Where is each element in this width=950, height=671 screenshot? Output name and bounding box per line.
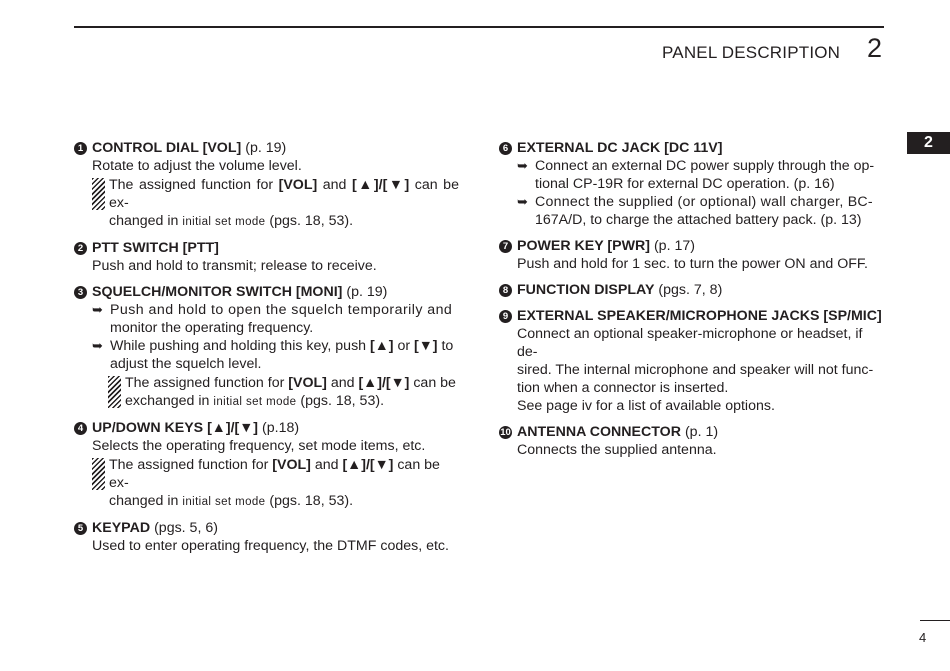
arrow-bullet-icon: ➥: [517, 158, 528, 173]
item-number-badge: 4: [74, 422, 87, 435]
section-title: PANEL DESCRIPTION: [662, 43, 841, 62]
arrow-bullet-icon: ➥: [517, 194, 528, 209]
item-description: Rotate to adjust the volume level.: [92, 158, 302, 174]
note-text: can be ex-: [109, 177, 459, 211]
key-label: [▲]: [370, 338, 394, 354]
item-description: Push and hold for 1 sec. to turn the power ON and OFF.: [517, 256, 868, 272]
bullet-text: Connect an external DC power supply through the op-: [535, 158, 875, 174]
note-text: can be: [409, 375, 456, 391]
item-number-badge: 7: [499, 240, 512, 253]
item-description: Selects the operating frequency, set mode items, etc.: [92, 438, 426, 454]
key-label: [VOL]: [288, 375, 327, 391]
item-description: See page iv for a list of available options.: [517, 398, 775, 414]
note-block: [74, 176, 459, 231]
page-reference: (p. 1): [684, 424, 719, 440]
bullet-text: tional CP-19R for external DC operation. (p. 16): [535, 176, 835, 192]
left-column: [74, 139, 459, 563]
page-reference: (p. 17): [653, 238, 695, 254]
item-ptt-switch: [74, 239, 459, 275]
key-label: [▲]/[▼]: [342, 457, 394, 473]
key-label: [▲]/[▼]: [351, 177, 410, 193]
bullet-text: to: [437, 338, 454, 354]
mode-name: initial set mode: [182, 496, 266, 508]
right-column: [499, 139, 884, 467]
item-title: ANTENNA CONNECTOR: [517, 424, 681, 440]
key-label: [▼]: [414, 338, 438, 354]
bullet-text: adjust the squelch level.: [110, 356, 262, 372]
page-reference: (p. 19): [245, 140, 287, 156]
item-title: KEYPAD: [92, 520, 151, 536]
item-number-badge: 3: [74, 286, 87, 299]
note-hatch-icon: [108, 376, 121, 408]
note-text: The assigned function for: [109, 457, 273, 473]
item-title: SQUELCH/MONITOR SWITCH [MONI]: [92, 284, 343, 300]
bullet-text: monitor the operating frequency.: [110, 320, 314, 336]
page-reference: (pgs. 5, 6): [154, 520, 218, 536]
bullet-item: [74, 337, 459, 373]
bullet-item: [499, 157, 884, 193]
item-external-speaker-mic: [499, 307, 884, 415]
note-text: can be ex-: [109, 457, 440, 491]
item-number-badge: 2: [74, 242, 87, 255]
note-text: (pgs. 18, 53).: [296, 393, 385, 409]
mode-name: initial set mode: [213, 396, 297, 408]
top-rule: [74, 26, 884, 28]
item-title: CONTROL DIAL [VOL]: [92, 140, 242, 156]
page-reference: (p.18): [262, 420, 300, 436]
bullet-item: [74, 301, 459, 337]
mode-name: initial set mode: [182, 216, 266, 228]
footer-rule: [920, 620, 950, 621]
item-function-display: [499, 281, 884, 299]
item-number-badge: 10: [500, 426, 511, 438]
item-description: Connects the supplied antenna.: [517, 442, 717, 458]
key-label: [VOL]: [272, 457, 311, 473]
item-number-badge: 1: [74, 142, 87, 155]
bullet-text: Push and hold to open the squelch temporarily and: [110, 302, 453, 318]
item-number-badge: 9: [499, 310, 512, 323]
item-description: sired. The internal microphone and speaker will not func-: [517, 362, 874, 378]
item-title: FUNCTION DISPLAY: [517, 282, 655, 298]
item-control-dial: [74, 139, 459, 231]
note-text: The assigned function for: [109, 177, 279, 193]
note-block: [74, 374, 459, 411]
item-description: Connect an optional speaker-microphone or headset, if de-: [517, 326, 863, 360]
item-title: PTT SWITCH [PTT]: [92, 240, 219, 256]
note-text: and: [310, 457, 343, 473]
item-description: Push and hold to transmit; release to receive.: [92, 258, 377, 274]
page-number: 4: [919, 630, 927, 645]
bullet-text: Connect the supplied (or optional) wall charger, BC-: [535, 194, 873, 210]
page-reference: (pgs. 7, 8): [658, 282, 723, 298]
item-description: Used to enter operating frequency, the DTMF codes, etc.: [92, 538, 449, 554]
item-external-dc-jack: [499, 139, 884, 229]
note-hatch-icon: [92, 178, 105, 210]
arrow-bullet-icon: ➥: [92, 302, 103, 317]
item-up-down-keys: [74, 419, 459, 511]
item-squelch-monitor: [74, 283, 459, 411]
note-text: changed in: [109, 493, 183, 509]
key-label: [VOL]: [278, 177, 318, 193]
section-side-tab: 2: [907, 132, 950, 154]
arrow-bullet-icon: ➥: [92, 338, 103, 353]
note-text: changed in: [109, 213, 183, 229]
item-antenna-connector: [499, 423, 884, 459]
item-number-badge: 6: [499, 142, 512, 155]
item-power-key: [499, 237, 884, 273]
item-number-badge: 8: [499, 284, 512, 297]
item-title: EXTERNAL DC JACK [DC 11V]: [517, 140, 723, 156]
item-number-badge: 5: [74, 522, 87, 535]
page-reference: (p. 19): [346, 284, 388, 300]
bullet-text: While pushing and holding this key, push: [110, 338, 371, 354]
note-hatch-icon: [92, 458, 105, 490]
item-keypad: [74, 519, 459, 555]
key-label: [▲]/[▼]: [358, 375, 410, 391]
item-title: POWER KEY [PWR]: [517, 238, 650, 254]
note-text: (pgs. 18, 53).: [265, 493, 354, 509]
bullet-text: 167A/D, to charge the attached battery pack. (p. 13): [535, 212, 862, 228]
note-text: The assigned function for: [125, 375, 289, 391]
note-text: and: [317, 177, 352, 193]
item-description: tion when a connector is inserted.: [517, 380, 729, 396]
bullet-text: or: [393, 338, 415, 354]
item-title: UP/DOWN KEYS [▲]/[▼]: [92, 420, 259, 436]
note-text: and: [326, 375, 359, 391]
note-text: exchanged in: [125, 393, 214, 409]
bullet-item: [499, 193, 884, 229]
section-number: 2: [867, 33, 883, 63]
note-text: (pgs. 18, 53).: [265, 213, 354, 229]
item-title: EXTERNAL SPEAKER/MICROPHONE JACKS [SP/MIC]: [517, 308, 882, 324]
note-block: [74, 456, 459, 511]
